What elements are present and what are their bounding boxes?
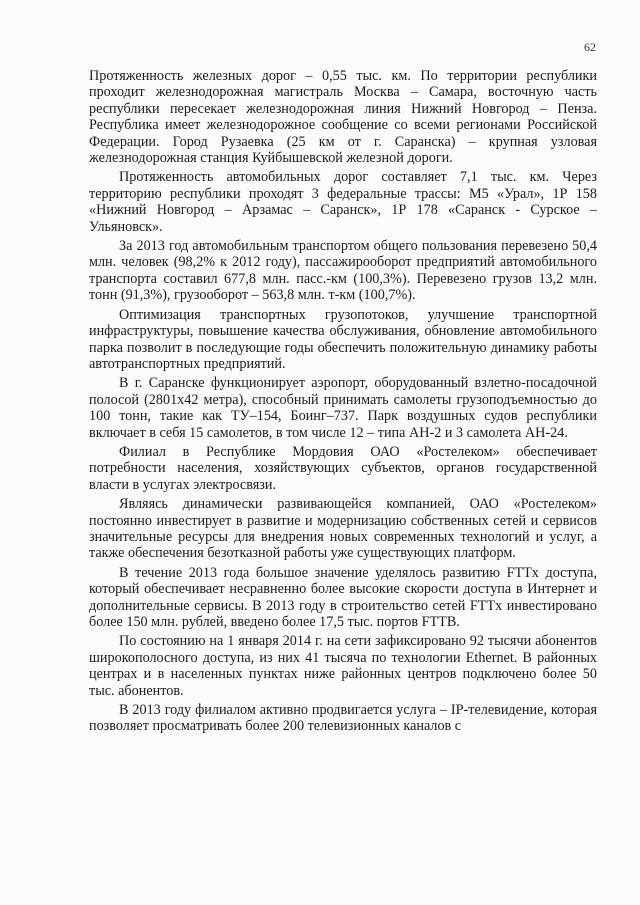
paragraph-airport: В г. Саранске функционирует аэропорт, оборудованный взлетно-посадочной полосой (2801х42 метра), способный принимать самолеты грузоподъемностью до 100 тонн, такие как ТУ–154, Боинг–737. Парк воздушных судов республики включает в себя 15 самолетов, в том числе 12 – типа АН-2 и 3 самолета АН-24. (89, 375, 597, 441)
paragraph-rostelecom-investment: Являясь динамически развивающейся компанией, ОАО «Ростелеком» постоянно инвестирует в развитие и модернизацию собственных сетей и сервисов значительные ресурсы для внедрения новых современных технологий и услуг, а также обеспечения безотказной работы уже существующих платформ. (89, 496, 597, 562)
body-text (89, 68, 597, 735)
paragraph-optimization: Оптимизация транспортных грузопотоков, улучшение транспортной инфраструктуры, повышение качества обслуживания, обновление автомобильного парка позволит в последующие годы обеспечить положительную динамику работы автотранспортных предприятий. (89, 306, 597, 372)
paragraph-fttx: В течение 2013 года большое значение уделялось развитию FTTx доступа, который обеспечивает несравненно более высокие скорости доступа в Интернет и дополнительные сервисы. В 2013 году в строительство сетей FTTx инвестировано более 150 млн. рублей, введено более 17,5 тыс. портов FTTB. (89, 564, 597, 630)
page-number: 62 (584, 40, 596, 54)
paragraph-iptv: В 2013 году филиалом активно продвигается услуга – IP-телевидение, которая позволяет просматривать более 200 телевизионных каналов с (89, 702, 597, 735)
paragraph-rostelecom-branch: Филиал в Республике Мордовия ОАО «Ростелеком» обеспечивает потребности населения, хозяйствующих субъектов, органов государственной власти в услугах электросвязи. (89, 443, 597, 493)
paragraph-roads: Протяженность автомобильных дорог составляет 7,1 тыс. км. Через территорию республики проходят 3 федеральные трассы: М5 «Урал», 1Р 158 «Нижний Новгород – Арзамас – Саранск», 1Р 178 «Саранск - Сурское – Ульяновск». (89, 169, 597, 235)
paragraph-railways: Протяженность железных дорог – 0,55 тыс. км. По территории республики проходит железнодорожная магистраль Москва – Самара, восточную часть республики пересекает железнодорожная линия Нижний Новгород – Пенза. Республика имеет железнодорожное сообщение со всеми регионами Российской Федерации. Город Рузаевка (25 км от г. Саранска) – крупная узловая железнодорожная станция Куйбышевской железной дороги. (89, 68, 597, 167)
paragraph-road-transport: За 2013 год автомобильным транспортом общего пользования перевезено 50,4 млн. человек (98,2% к 2012 году), пассажирооборот предприятий автомобильного транспорта составил 677,8 млн. пасс.-км (100,3%). Перевезено грузов 13,2 млн. тонн (91,3%), грузооборот – 563,8 млн. т-км (100,7%). (89, 238, 597, 304)
paragraph-broadband: По состоянию на 1 января 2014 г. на сети зафиксировано 92 тысячи абонентов широкополосного доступа, из них 41 тысяча по технологии Ethernet. В районных центрах и в населенных пунктах ниже районных центров подключено более 50 тыс. абонентов. (89, 633, 597, 699)
